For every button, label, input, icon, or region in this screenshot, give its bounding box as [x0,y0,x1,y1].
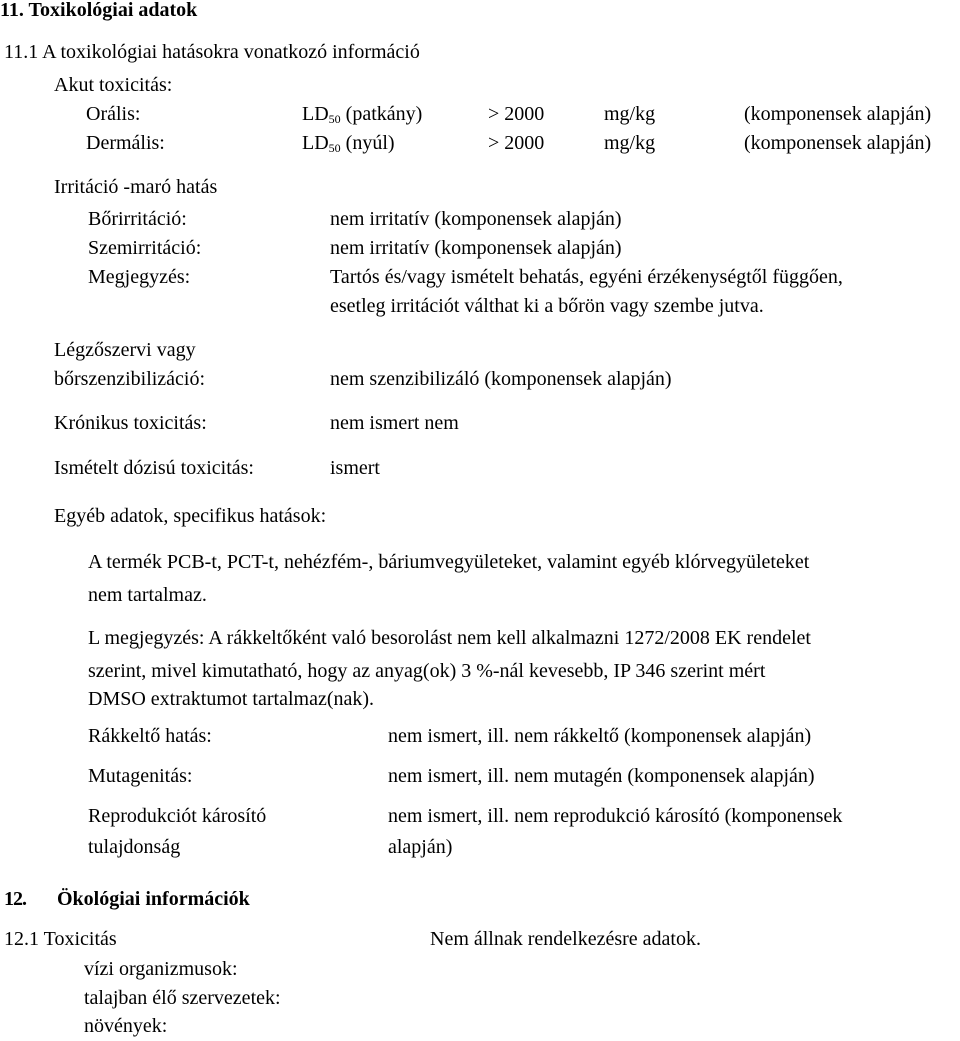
sensitization-label-line1: Légzőszervi vagy [54,339,196,361]
remark-value-line1: Tartós és/vagy ismételt behatás, egyéni érzékenységtől függően, [330,266,843,288]
ld50-species: $LD_{50}$ (patkány) [302,103,423,126]
other-para1-line1: A termék PCB-t, PCT-t, nehézfém-, báriumvegyületeket, valamint egyéb klórvegyületeket [88,551,810,573]
section-12-1-heading: 12.1 Toxicitás [4,928,117,950]
aquatic-organisms-label: vízi organizmusok: [84,958,238,980]
sensitization-label-line2: bőrszenzibilizáció: [54,368,206,390]
ld50-basis: (komponensek alapján) [744,103,932,125]
other-data-label: Egyéb adatok, specifikus hatások: [54,505,327,527]
section-11-1-heading: 11.1 A toxikológiai hatásokra vonatkozó információ [4,41,420,63]
eye-irritation-label: Szemirritáció: [88,237,202,259]
soil-organisms-label: talajban élő szervezetek: [84,987,281,1009]
remark-value-line2: esetleg irritációt válthat ki a bőrön vagy szembe jutva. [330,295,764,317]
acute-toxicity-label: Akut toxicitás: [54,74,173,96]
skin-irritation-label: Bőrirritáció: [88,208,187,230]
ld50-unit: mg/kg [604,132,656,154]
ld50-basis: (komponensek alapján) [744,132,932,154]
section-12-title: Ökológiai információk [57,888,250,910]
plants-label: növények: [84,1015,168,1037]
ld50-value: > 2000 [488,103,545,125]
ld50-value: > 2000 [488,132,545,154]
other-para1-line2: nem tartalmaz. [88,584,207,606]
reproductive-label-line2: tulajdonság [88,836,181,858]
other-para2-line2: szerint, mivel kimutatható, hogy az anyag(ok) 3 %-nál kevesebb, IP 346 szerint mért [88,660,766,682]
eye-irritation-value: nem irritatív (komponensek alapján) [330,237,622,259]
repeated-dose-label: Ismételt dózisú toxicitás: [54,457,254,479]
chronic-toxicity-label: Krónikus toxicitás: [54,412,207,434]
section-12-number: 12. [4,888,26,910]
remark-label: Megjegyzés: [88,266,191,288]
ld50-unit: mg/kg [604,103,656,125]
route-label: Orális: [86,103,141,125]
route-label: Dermális: [86,132,165,154]
ld50-species: $LD_{50}$ (nyúl) [302,132,395,155]
carcinogenicity-label: Rákkeltő hatás: [88,725,212,747]
other-para2-line3: DMSO extraktumot tartalmaz(nak). [88,688,375,710]
mutagenicity-value: nem ismert, ill. nem mutagén (komponensek alapján) [388,765,815,787]
reproductive-value-line2: alapján) [388,836,453,858]
sensitization-value: nem szenzibilizáló (komponensek alapján) [330,368,672,390]
toxicity-status: Nem állnak rendelkezésre adatok. [430,928,701,950]
mutagenicity-label: Mutagenitás: [88,765,193,787]
carcinogenicity-value: nem ismert, ill. nem rákkeltő (komponensek alapján) [388,725,812,747]
skin-irritation-value: nem irritatív (komponensek alapján) [330,208,622,230]
reproductive-label-line1: Reprodukciót károsító [88,805,267,827]
other-para2-line1: L megjegyzés: A rákkeltőként való besorolást nem kell alkalmazni 1272/2008 EK rendelet [88,627,811,649]
reproductive-value-line1: nem ismert, ill. nem reprodukció károsító (komponensek [388,805,843,827]
chronic-toxicity-value: nem ismert nem [330,412,459,434]
section-11-heading: 11. Toxikológiai adatok [0,0,198,21]
repeated-dose-value: ismert [330,457,380,479]
irritation-label: Irritáció -maró hatás [54,176,218,198]
